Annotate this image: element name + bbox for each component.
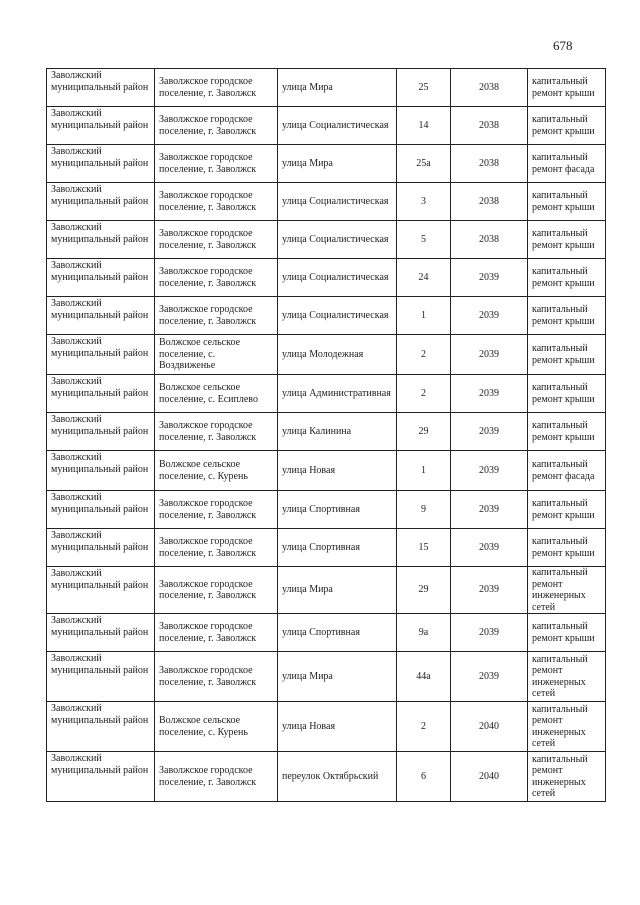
district-cell: Заволжский муниципальный район <box>47 145 155 183</box>
work-type-cell: капитальный ремонт крыши <box>528 491 606 529</box>
settlement-cell: Заволжское городское поселение, г. Заволжск <box>155 69 278 107</box>
work-type-cell: капитальный ремонт крыши <box>528 221 606 259</box>
house-number-cell: 3 <box>397 183 451 221</box>
table-row <box>47 183 606 221</box>
table-row <box>47 413 606 451</box>
work-type-cell: капитальный ремонт крыши <box>528 413 606 451</box>
house-number-cell: 29 <box>397 567 451 614</box>
work-type-cell: капитальный ремонт крыши <box>528 297 606 335</box>
work-type-cell: капитальный ремонт инженерных сетей <box>528 752 606 802</box>
work-type-cell: капитальный ремонт инженерных сетей <box>528 567 606 614</box>
work-type-cell: капитальный ремонт инженерных сетей <box>528 652 606 702</box>
settlement-cell: Заволжское городское поселение, г. Заволжск <box>155 752 278 802</box>
district-cell: Заволжский муниципальный район <box>47 491 155 529</box>
district-cell: Заволжский муниципальный район <box>47 614 155 652</box>
settlement-cell: Волжское сельское поселение, с. Воздвиженье <box>155 335 278 375</box>
street-cell: переулок Октябрьский <box>278 752 397 802</box>
house-number-cell: 2 <box>397 335 451 375</box>
street-cell: улица Социалистическая <box>278 259 397 297</box>
table-row <box>47 297 606 335</box>
year-cell: 2038 <box>451 107 528 145</box>
district-cell: Заволжский муниципальный район <box>47 451 155 491</box>
year-cell: 2038 <box>451 183 528 221</box>
street-cell: улица Калинина <box>278 413 397 451</box>
street-cell: улица Мира <box>278 145 397 183</box>
settlement-cell: Заволжское городское поселение, г. Заволжск <box>155 491 278 529</box>
table-row <box>47 375 606 413</box>
street-cell: улица Социалистическая <box>278 297 397 335</box>
house-number-cell: 5 <box>397 221 451 259</box>
house-number-cell: 25а <box>397 145 451 183</box>
work-type-cell: капитальный ремонт крыши <box>528 69 606 107</box>
street-cell: улица Административная <box>278 375 397 413</box>
district-cell: Заволжский муниципальный район <box>47 297 155 335</box>
house-number-cell: 44а <box>397 652 451 702</box>
district-cell: Заволжский муниципальный район <box>47 375 155 413</box>
street-cell: улица Новая <box>278 702 397 752</box>
year-cell: 2038 <box>451 69 528 107</box>
work-type-cell: капитальный ремонт крыши <box>528 183 606 221</box>
year-cell: 2039 <box>451 652 528 702</box>
house-number-cell: 29 <box>397 413 451 451</box>
year-cell: 2039 <box>451 259 528 297</box>
settlement-cell: Заволжское городское поселение, г. Заволжск <box>155 259 278 297</box>
year-cell: 2039 <box>451 567 528 614</box>
table-row <box>47 752 606 802</box>
district-cell: Заволжский муниципальный район <box>47 259 155 297</box>
table-row <box>47 107 606 145</box>
repair-schedule-table <box>46 68 606 802</box>
table-row <box>47 145 606 183</box>
street-cell: улица Социалистическая <box>278 221 397 259</box>
table-row <box>47 451 606 491</box>
street-cell: улица Новая <box>278 451 397 491</box>
house-number-cell: 6 <box>397 752 451 802</box>
settlement-cell: Заволжское городское поселение, г. Заволжск <box>155 652 278 702</box>
settlement-cell: Заволжское городское поселение, г. Заволжск <box>155 183 278 221</box>
settlement-cell: Волжское сельское поселение, с. Есиплево <box>155 375 278 413</box>
year-cell: 2039 <box>451 335 528 375</box>
house-number-cell: 9а <box>397 614 451 652</box>
district-cell: Заволжский муниципальный район <box>47 69 155 107</box>
house-number-cell: 1 <box>397 451 451 491</box>
house-number-cell: 2 <box>397 375 451 413</box>
settlement-cell: Заволжское городское поселение, г. Заволжск <box>155 221 278 259</box>
year-cell: 2040 <box>451 752 528 802</box>
settlement-cell: Заволжское городское поселение, г. Заволжск <box>155 413 278 451</box>
work-type-cell: капитальный ремонт крыши <box>528 614 606 652</box>
settlement-cell: Заволжское городское поселение, г. Заволжск <box>155 297 278 335</box>
work-type-cell: капитальный ремонт крыши <box>528 107 606 145</box>
work-type-cell: капитальный ремонт крыши <box>528 529 606 567</box>
table-row <box>47 567 606 614</box>
work-type-cell: капитальный ремонт крыши <box>528 335 606 375</box>
street-cell: улица Молодежная <box>278 335 397 375</box>
year-cell: 2039 <box>451 297 528 335</box>
work-type-cell: капитальный ремонт крыши <box>528 259 606 297</box>
house-number-cell: 15 <box>397 529 451 567</box>
settlement-cell: Заволжское городское поселение, г. Заволжск <box>155 529 278 567</box>
page-number: 678 <box>553 38 573 53</box>
street-cell: улица Мира <box>278 69 397 107</box>
year-cell: 2039 <box>451 375 528 413</box>
district-cell: Заволжский муниципальный район <box>47 567 155 614</box>
street-cell: улица Мира <box>278 652 397 702</box>
street-cell: улица Мира <box>278 567 397 614</box>
street-cell: улица Спортивная <box>278 529 397 567</box>
year-cell: 2038 <box>451 221 528 259</box>
street-cell: улица Спортивная <box>278 614 397 652</box>
table-row <box>47 614 606 652</box>
year-cell: 2038 <box>451 145 528 183</box>
house-number-cell: 24 <box>397 259 451 297</box>
street-cell: улица Спортивная <box>278 491 397 529</box>
table-row <box>47 652 606 702</box>
work-type-cell: капитальный ремонт инженерных сетей <box>528 702 606 752</box>
street-cell: улица Социалистическая <box>278 107 397 145</box>
year-cell: 2039 <box>451 413 528 451</box>
district-cell: Заволжский муниципальный район <box>47 652 155 702</box>
table-row <box>47 259 606 297</box>
house-number-cell: 2 <box>397 702 451 752</box>
year-cell: 2039 <box>451 491 528 529</box>
settlement-cell: Волжское сельское поселение, с. Курень <box>155 451 278 491</box>
settlement-cell: Заволжское городское поселение, г. Заволжск <box>155 614 278 652</box>
work-type-cell: капитальный ремонт крыши <box>528 375 606 413</box>
house-number-cell: 1 <box>397 297 451 335</box>
year-cell: 2039 <box>451 614 528 652</box>
district-cell: Заволжский муниципальный район <box>47 702 155 752</box>
district-cell: Заволжский муниципальный район <box>47 183 155 221</box>
table-row <box>47 335 606 375</box>
table-row <box>47 221 606 259</box>
settlement-cell: Заволжское городское поселение, г. Заволжск <box>155 567 278 614</box>
settlement-cell: Заволжское городское поселение, г. Заволжск <box>155 145 278 183</box>
house-number-cell: 14 <box>397 107 451 145</box>
table-row <box>47 491 606 529</box>
year-cell: 2039 <box>451 529 528 567</box>
table-row <box>47 529 606 567</box>
table-row <box>47 702 606 752</box>
year-cell: 2040 <box>451 702 528 752</box>
district-cell: Заволжский муниципальный район <box>47 107 155 145</box>
year-cell: 2039 <box>451 451 528 491</box>
district-cell: Заволжский муниципальный район <box>47 221 155 259</box>
district-cell: Заволжский муниципальный район <box>47 335 155 375</box>
table-row <box>47 69 606 107</box>
settlement-cell: Волжское сельское поселение, с. Курень <box>155 702 278 752</box>
house-number-cell: 25 <box>397 69 451 107</box>
work-type-cell: капитальный ремонт фасада <box>528 451 606 491</box>
work-type-cell: капитальный ремонт фасада <box>528 145 606 183</box>
street-cell: улица Социалистическая <box>278 183 397 221</box>
district-cell: Заволжский муниципальный район <box>47 413 155 451</box>
district-cell: Заволжский муниципальный район <box>47 752 155 802</box>
district-cell: Заволжский муниципальный район <box>47 529 155 567</box>
house-number-cell: 9 <box>397 491 451 529</box>
settlement-cell: Заволжское городское поселение, г. Заволжск <box>155 107 278 145</box>
